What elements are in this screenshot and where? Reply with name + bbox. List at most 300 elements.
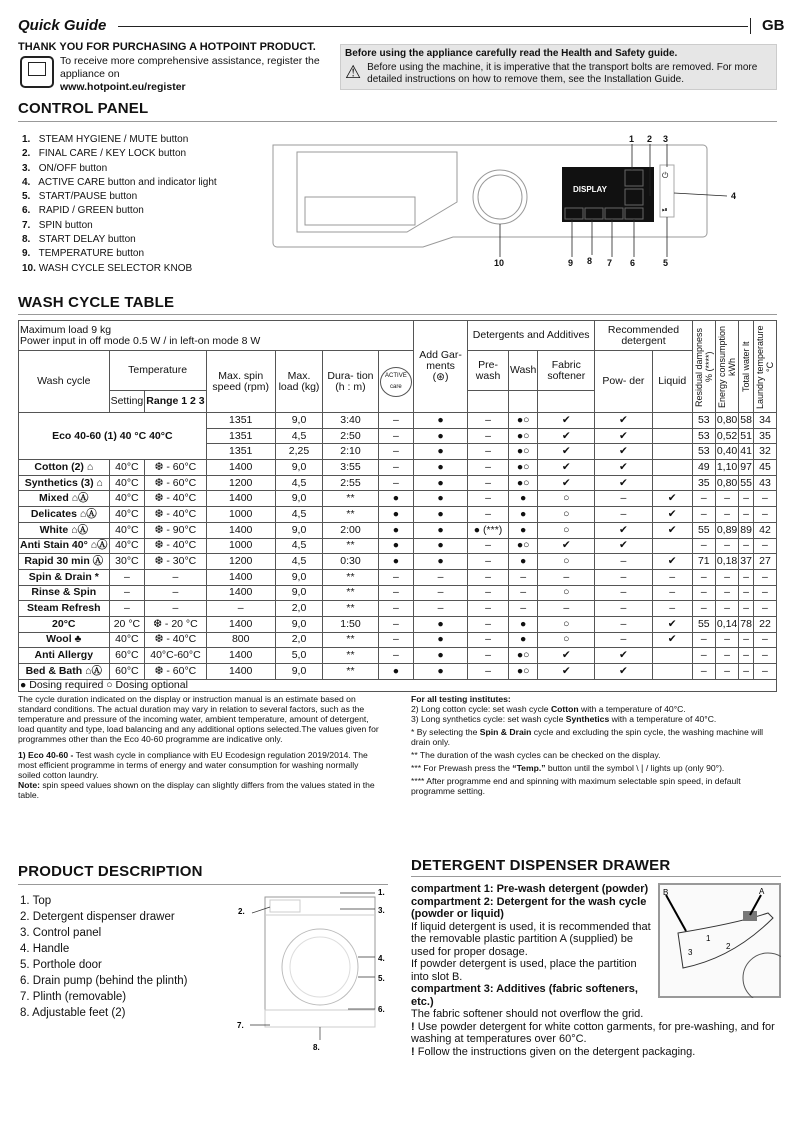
header-rule xyxy=(118,26,748,27)
control-panel-item xyxy=(22,233,257,247)
table-cell: – xyxy=(739,507,754,523)
table-cell: – xyxy=(739,569,754,585)
table-cell: – xyxy=(378,585,413,601)
table-cell: 3:40 xyxy=(323,413,379,429)
dispenser-drawer-image xyxy=(658,883,781,998)
table-cell: 53 xyxy=(692,444,715,460)
table-cell: ✔ xyxy=(652,522,692,538)
label-3: 3 xyxy=(688,948,693,957)
table-cell: 4,5 xyxy=(275,428,322,444)
table-cell: ❆ - 40°C xyxy=(145,491,206,507)
control-panel-item xyxy=(22,247,257,261)
table-cell: ● xyxy=(414,428,468,444)
table-cell: 9,0 xyxy=(275,569,322,585)
item-label: FINAL CARE / KEY LOCK button xyxy=(38,148,187,160)
table-cell: ● xyxy=(414,475,468,491)
item-number: 8. xyxy=(22,234,31,246)
table-cell: 49 xyxy=(692,460,715,476)
table-cell: 2,0 xyxy=(275,632,322,648)
callout-5: 5 xyxy=(663,258,669,268)
cycle-label: Rapid 30 min xyxy=(24,555,90,568)
table-cell: ✔ xyxy=(595,428,652,444)
table-caption xyxy=(19,321,414,351)
table-cell: – xyxy=(753,632,776,648)
table-cell: ○ xyxy=(538,585,595,601)
table-cell xyxy=(652,413,692,429)
cycle-name xyxy=(19,616,110,632)
table-cell: ❆ - 40°C xyxy=(145,538,206,554)
table-cell: 40°C xyxy=(109,522,145,538)
table-cell: 1400 xyxy=(206,585,275,601)
section-rule xyxy=(18,314,777,315)
table-cell: 4,5 xyxy=(275,554,322,570)
table-cell: – xyxy=(692,648,715,664)
item-number: 5. xyxy=(22,191,31,203)
table-cell: – xyxy=(739,585,754,601)
table-cell: 1400 xyxy=(206,664,275,680)
table-cell: ✔ xyxy=(538,475,595,491)
cycle-label: Synthetics (3) xyxy=(24,476,94,489)
cycle-name xyxy=(19,664,110,680)
table-cell: 35 xyxy=(692,475,715,491)
table-cell: ● xyxy=(414,664,468,680)
table-cell: 9,0 xyxy=(275,460,322,476)
table-cell: – xyxy=(468,475,509,491)
item-number: 2. xyxy=(22,148,31,160)
callout-4: 4 xyxy=(731,191,737,201)
table-cell: 60°C xyxy=(109,648,145,664)
table-cell: 9,0 xyxy=(275,413,322,429)
item-label: SPIN button xyxy=(38,219,93,231)
cycle-label: Wool xyxy=(46,633,72,646)
table-cell: ● xyxy=(378,664,413,680)
item-number: 3. xyxy=(22,162,31,174)
cycle-label: Rinse & Spin xyxy=(31,586,97,599)
table-cell: 1400 xyxy=(206,460,275,476)
table-row xyxy=(19,475,777,491)
table-cell: ●○ xyxy=(508,413,537,429)
label-a: A xyxy=(759,887,765,896)
table-cell: ●○ xyxy=(508,444,537,460)
table-cell: – xyxy=(739,538,754,554)
callout-1: 1. xyxy=(378,888,385,897)
product-parts-list xyxy=(20,893,188,1021)
table-cell: ●○ xyxy=(508,475,537,491)
table-cell: ● xyxy=(414,538,468,554)
table-cell: ● xyxy=(508,616,537,632)
col-spin: Max. spin speed (rpm) xyxy=(206,351,275,413)
table-cell: – xyxy=(109,585,145,601)
table-cell: – xyxy=(715,664,738,680)
item-label: WASH CYCLE SELECTOR KNOB xyxy=(38,262,193,274)
table-cell: ✔ xyxy=(652,554,692,570)
table-cell: ● xyxy=(414,413,468,429)
active-care-icon: ACTIVE care xyxy=(380,367,412,397)
table-cell: ✔ xyxy=(538,538,595,554)
table-cell: 2:00 xyxy=(323,522,379,538)
col-water xyxy=(739,321,754,413)
table-cell: ●○ xyxy=(508,428,537,444)
table-cell: – xyxy=(414,585,468,601)
table-cell: – xyxy=(739,632,754,648)
table-cell: ✔ xyxy=(538,413,595,429)
table-cell: – xyxy=(378,632,413,648)
table-cell: ○ xyxy=(538,616,595,632)
note-3-end: with a temperature of 40°C. xyxy=(609,713,717,724)
table-cell: 1000 xyxy=(206,507,275,523)
section-rule xyxy=(411,876,781,877)
table-cell: – xyxy=(468,491,509,507)
table-cell: – xyxy=(595,632,652,648)
table-cell: 2,25 xyxy=(275,444,322,460)
table-cell: – xyxy=(468,632,509,648)
table-cell: ** xyxy=(323,569,379,585)
compartment-2: compartment 2: Detergent for the wash cycle (powder or liquid) xyxy=(411,895,647,920)
table-cell: – xyxy=(753,491,776,507)
cycle-icon: ♣ xyxy=(74,633,82,646)
table-cell: – xyxy=(468,554,509,570)
callout-6: 6. xyxy=(378,1005,385,1014)
cycle-icon: ⌂Ⓐ xyxy=(90,539,108,552)
footnote-3-bold: “Temp.” xyxy=(512,762,546,773)
table-cell: ✔ xyxy=(538,460,595,476)
item-label: STEAM HYGIENE / MUTE button xyxy=(38,134,189,145)
table-cell: 40°C xyxy=(109,460,145,476)
table-cell: – xyxy=(739,601,754,617)
table-cell: ** xyxy=(323,585,379,601)
table-cell: 55 xyxy=(692,522,715,538)
table-cell: 32 xyxy=(753,444,776,460)
col-range: Range 1 2 3 xyxy=(145,391,206,413)
table-cell: – xyxy=(508,569,537,585)
machine-body xyxy=(265,897,375,1027)
table-cell: 22 xyxy=(753,616,776,632)
table-cell: 1200 xyxy=(206,554,275,570)
cycle-icon: ⌂Ⓐ xyxy=(71,523,88,536)
warning-text: Before using the machine, it is imperative that the transport bolts are removed. For more detailed instructions on how to remove them, see the Installation Guide. xyxy=(367,62,758,85)
table-cell: ● xyxy=(508,632,537,648)
table-cell: ❆ - 60°C xyxy=(145,460,206,476)
control-panel-item xyxy=(22,147,257,161)
table-cell: – xyxy=(378,601,413,617)
table-cell: 0,14 xyxy=(715,616,738,632)
table-cell: 0,89 xyxy=(715,522,738,538)
cycle-label: Spin & Drain * xyxy=(28,570,99,583)
table-cell: ✔ xyxy=(652,616,692,632)
product-part-item: 8. Adjustable feet (2) xyxy=(20,1007,126,1019)
item-label: TEMPERATURE button xyxy=(38,248,145,260)
table-cell: ** xyxy=(323,664,379,680)
table-cell: 1,10 xyxy=(715,460,738,476)
cycle-label: Mixed xyxy=(39,492,69,505)
table-cell: – xyxy=(468,444,509,460)
cycle-icon: ⌂ xyxy=(96,476,103,489)
table-cell: ❆ - 90°C xyxy=(145,522,206,538)
table-cell: ● xyxy=(414,522,468,538)
item-number: 1. xyxy=(22,134,31,145)
table-cell: ● xyxy=(378,507,413,523)
col-wash-cycle: Wash cycle xyxy=(19,351,110,413)
table-cell: – xyxy=(692,664,715,680)
packaging-warning: Follow the instructions given on the detergent packaging. xyxy=(417,1045,696,1058)
table-cell: – xyxy=(468,648,509,664)
table-cell: ○ xyxy=(538,507,595,523)
table-cell: – xyxy=(414,569,468,585)
col-prewash: Pre- wash xyxy=(468,351,509,391)
notes-left xyxy=(18,694,383,800)
table-row xyxy=(19,569,777,585)
cycle-name: Eco 40-60 (1) 40 °C 40°C xyxy=(19,413,207,460)
table-cell: ● xyxy=(414,648,468,664)
col-add-garments xyxy=(414,321,468,413)
footnote-1-end: cycle and excluding the spin cycle, the washing machine will drain only. xyxy=(411,726,764,747)
warning-title: Before using the appliance carefully read the Health and Safety guide. xyxy=(345,48,678,59)
table-cell: – xyxy=(753,507,776,523)
note-3-bold: Synthetics xyxy=(565,713,610,724)
table-cell: – xyxy=(508,585,537,601)
table-cell: 41 xyxy=(739,444,754,460)
col-powder: Pow- der xyxy=(595,351,652,413)
wash-table-section xyxy=(18,320,777,800)
table-cell: – xyxy=(538,601,595,617)
item-label: ACTIVE CARE button and indicator light xyxy=(38,176,217,188)
table-cell: ● (***) xyxy=(468,522,509,538)
col-temperature: Temperature xyxy=(109,351,206,391)
callout-6: 6 xyxy=(630,258,636,268)
legend-row xyxy=(19,679,777,691)
table-cell: – xyxy=(739,648,754,664)
table-cell: – xyxy=(753,569,776,585)
table-cell: 55 xyxy=(692,616,715,632)
table-cell: – xyxy=(753,538,776,554)
table-cell: ● xyxy=(414,460,468,476)
control-panel-item xyxy=(22,219,257,233)
register-text xyxy=(60,55,320,94)
compartment-1: compartment 1: Pre-wash detergent (powder) xyxy=(411,883,649,895)
empty-cell xyxy=(508,391,537,413)
table-cell: 1000 xyxy=(206,538,275,554)
table-cell: ✔ xyxy=(595,413,652,429)
table-cell: 35 xyxy=(753,428,776,444)
col-recommended: Recommended detergent xyxy=(595,321,693,351)
table-cell: 0,80 xyxy=(715,475,738,491)
table-cell: ✔ xyxy=(595,444,652,460)
table-cell: ** xyxy=(323,601,379,617)
table-cell: ** xyxy=(323,648,379,664)
table-cell: ● xyxy=(378,522,413,538)
table-cell: – xyxy=(715,538,738,554)
table-cell: – xyxy=(753,664,776,680)
product-part-item: 3. Control panel xyxy=(20,927,102,939)
table-cell: ❆ - 30°C xyxy=(145,554,206,570)
callout-2: 2 xyxy=(647,134,653,144)
table-cell: – xyxy=(378,569,413,585)
empty-cell xyxy=(468,391,509,413)
table-cell: 4,5 xyxy=(275,538,322,554)
table-cell: – xyxy=(595,569,652,585)
table-cell: ● xyxy=(508,522,537,538)
table-cell: – xyxy=(753,585,776,601)
header-label: Total water lt xyxy=(741,341,752,392)
empty-cell xyxy=(538,391,595,413)
control-panel-item xyxy=(22,133,257,147)
table-cell: ●○ xyxy=(508,460,537,476)
callout-8: 8 xyxy=(587,256,593,266)
register-link[interactable]: www.hotpoint.eu/register xyxy=(60,81,186,93)
table-cell xyxy=(652,664,692,680)
cycle-label: 20°C xyxy=(52,617,76,630)
table-cell: 0:30 xyxy=(323,554,379,570)
table-cell: 40°C-60°C xyxy=(145,648,206,664)
table-cell: ✔ xyxy=(595,648,652,664)
detergent-drawer-heading: DETERGENT DISPENSER DRAWER xyxy=(411,857,671,874)
powder-note: If powder detergent is used, place the partition into slot B. xyxy=(411,958,637,983)
table-cell: – xyxy=(595,507,652,523)
table-cell: – xyxy=(468,569,509,585)
table-cell: 40°C xyxy=(109,538,145,554)
table-cell: ○ xyxy=(538,491,595,507)
callout-2: 2. xyxy=(238,907,245,916)
col-laundry-temp xyxy=(753,321,776,413)
table-cell: 5,0 xyxy=(275,648,322,664)
power-input: Power input in off mode 0.5 W / in left-on mode 8 W xyxy=(20,334,261,347)
table-cell: – xyxy=(692,538,715,554)
product-part-item: 1. Top xyxy=(20,895,52,907)
control-panel-list xyxy=(22,133,257,276)
selector-knob-outer xyxy=(473,170,527,224)
control-panel-item xyxy=(22,262,257,276)
callout-8: 8. xyxy=(313,1043,320,1052)
table-cell: – xyxy=(109,601,145,617)
table-cell: – xyxy=(468,538,509,554)
dosing-legend: ● Dosing required ○ Dosing optional xyxy=(19,679,777,691)
wash-cycle-table-heading: WASH CYCLE TABLE xyxy=(18,294,175,311)
duration-note: The cycle duration indicated on the display or instruction manual is an estimate based on standard conditions. The actual duration may vary in relation to several factors, such as the temperature and pressure of the incoming water, ambient temperature, amount of detergent, load quantity and type, load balancing and any additional options selected.The values given for programmes other than the Eco 40-60 programme are indicative only. xyxy=(18,693,379,744)
table-cell: – xyxy=(378,460,413,476)
label-1: 1 xyxy=(706,934,711,943)
table-cell: ❆ - 60°C xyxy=(145,664,206,680)
table-cell: 1400 xyxy=(206,648,275,664)
register-description: To receive more comprehensive assistance, register the appliance on xyxy=(60,55,320,80)
col-detergents: Detergents and Additives xyxy=(468,321,595,351)
porthole-door xyxy=(282,929,358,1005)
table-cell: – xyxy=(468,413,509,429)
table-cell: – xyxy=(145,601,206,617)
table-cell: ○ xyxy=(538,522,595,538)
table-cell: – xyxy=(595,554,652,570)
table-cell: ✔ xyxy=(538,444,595,460)
control-panel-diagram xyxy=(265,130,785,270)
footnote-2: ** The duration of the wash cycles can be checked on the display. xyxy=(411,749,661,760)
max-load: Maximum load 9 kg xyxy=(20,323,112,336)
eco-note-label: 1) Eco 40-60 - xyxy=(18,749,74,760)
cycle-icon: ⌂ xyxy=(86,460,94,473)
cycle-name xyxy=(19,569,110,585)
table-row xyxy=(19,538,777,554)
table-cell: ✔ xyxy=(595,538,652,554)
table-cell: 9,0 xyxy=(275,491,322,507)
computer-icon xyxy=(20,56,54,88)
table-cell: – xyxy=(206,601,275,617)
table-cell: ● xyxy=(508,491,537,507)
table-cell: 53 xyxy=(692,428,715,444)
table-cell: 2:50 xyxy=(323,428,379,444)
table-cell: 9,0 xyxy=(275,616,322,632)
table-cell: 58 xyxy=(739,413,754,429)
table-cell: ●○ xyxy=(508,538,537,554)
table-cell: ●○ xyxy=(508,648,537,664)
product-part-item: 2. Detergent dispenser drawer xyxy=(20,911,175,923)
table-cell: – xyxy=(595,616,652,632)
drawer xyxy=(270,900,300,912)
washing-machine-diagram xyxy=(230,885,395,1055)
table-cell xyxy=(652,538,692,554)
table-cell: ○ xyxy=(538,554,595,570)
table-cell: – xyxy=(468,616,509,632)
table-cell: 37 xyxy=(739,554,754,570)
table-cell: 20 °C xyxy=(109,616,145,632)
table-cell: 27 xyxy=(753,554,776,570)
table-cell: – xyxy=(753,601,776,617)
table-cell: 1400 xyxy=(206,522,275,538)
table-row xyxy=(19,616,777,632)
callout-3: 3 xyxy=(663,134,669,144)
note-3: 3) Long synthetics cycle: set wash cycle xyxy=(411,713,566,724)
cycle-name xyxy=(19,522,110,538)
cycle-icon: ⌂Ⓐ xyxy=(71,492,89,505)
cycle-icon: ⌂Ⓐ xyxy=(85,664,102,677)
item-number: 4. xyxy=(22,176,31,188)
cycle-name xyxy=(19,648,110,664)
table-cell: – xyxy=(715,601,738,617)
col-energy xyxy=(715,321,738,413)
table-cell: 2:10 xyxy=(323,444,379,460)
exclamation-icon: ! xyxy=(411,1045,418,1058)
section-rule xyxy=(18,121,777,122)
table-row xyxy=(19,491,777,507)
table-cell: 1351 xyxy=(206,413,275,429)
table-cell: 0,80 xyxy=(715,413,738,429)
label-b: B xyxy=(663,888,669,897)
table-row xyxy=(19,585,777,601)
table-cell: – xyxy=(692,507,715,523)
table-cell: – xyxy=(692,585,715,601)
cycle-label: Anti Stain 40° xyxy=(20,539,88,552)
table-cell: 40°C xyxy=(109,475,145,491)
exclamation-icon: ! xyxy=(411,1020,418,1033)
table-cell: – xyxy=(145,569,206,585)
display-label: DISPLAY xyxy=(573,185,607,194)
table-cell: ● xyxy=(414,554,468,570)
item-number: 6. xyxy=(22,205,31,217)
table-cell: 0,18 xyxy=(715,554,738,570)
table-cell: – xyxy=(715,491,738,507)
table-row xyxy=(19,413,777,429)
callout-7: 7 xyxy=(607,258,613,268)
table-cell: ●○ xyxy=(508,664,537,680)
table-cell: ● xyxy=(414,491,468,507)
table-cell: 89 xyxy=(739,522,754,538)
col-residual xyxy=(692,321,715,413)
table-cell: 40°C xyxy=(109,632,145,648)
table-row xyxy=(19,522,777,538)
cycle-name xyxy=(19,632,110,648)
table-cell: 43 xyxy=(753,475,776,491)
compartment-3: compartment 3: Additives (fabric softeners, etc.) xyxy=(411,983,638,1008)
cycle-label: Cotton (2) xyxy=(34,460,84,473)
table-cell: 34 xyxy=(753,413,776,429)
table-cell: ✔ xyxy=(538,664,595,680)
